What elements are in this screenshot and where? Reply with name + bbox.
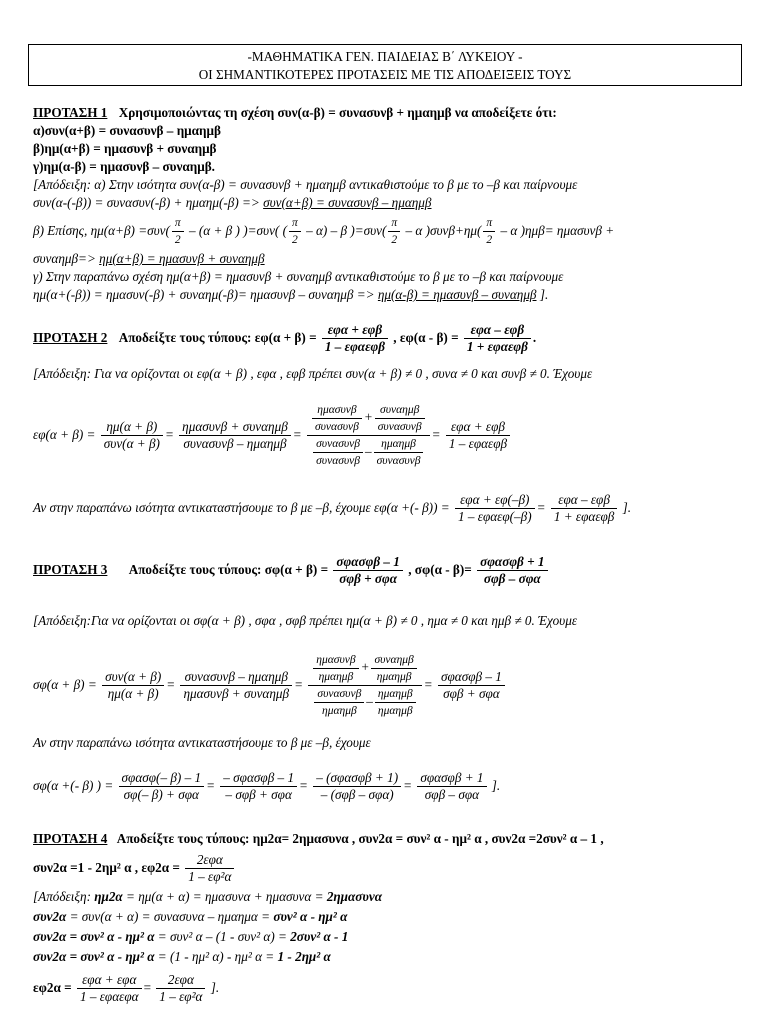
- proposition-3-text: Αποδείξτε τους τύπους: σφ(α + β) =: [128, 562, 329, 577]
- proof-4-bold: συν2α = συν² α - ημ² α: [33, 949, 155, 964]
- frac-num: σφασφ(– β) – 1: [119, 770, 205, 787]
- frac-num: π: [483, 215, 495, 232]
- frac-num: εφα + εφβ: [322, 322, 388, 339]
- fraction: [371, 652, 416, 685]
- frac-den: ημασυνβ + συναημβ: [183, 686, 290, 702]
- frac-den: ημαημβ: [318, 671, 354, 684]
- frac-den: 1 + εφαεφβ: [553, 509, 615, 525]
- frac-num: σφασφβ + 1: [417, 770, 486, 787]
- frac-den: σφ(– β) + σφα: [123, 787, 199, 803]
- frac-den: συν(α + β): [103, 436, 160, 452]
- proof-1-b-text-4: – α )συνβ+ημ(: [402, 223, 482, 238]
- frac-num: σφασφβ – 1: [438, 669, 505, 686]
- fraction: [374, 436, 424, 469]
- document-title-box: [28, 44, 742, 86]
- frac-den: συνασυνβ: [314, 421, 359, 434]
- fraction: [446, 419, 510, 452]
- fraction: [314, 686, 364, 719]
- proof-1-line-4-text: συναημβ=>: [33, 251, 100, 266]
- compound-den: $\frac{\text{συνασυνβ}}{\text{συνασυνβ}}$ – $\frac{\text{ημαημβ}}{\text{συνασυνβ}}$: [307, 436, 430, 469]
- fraction: [220, 770, 297, 803]
- proposition-4-statement: [33, 830, 604, 848]
- frac-den: 2: [391, 234, 398, 247]
- proof-4-text: = συν² α – (1 - συν² α) =: [154, 929, 291, 944]
- fraction: [375, 686, 416, 719]
- fraction: [313, 770, 401, 803]
- frac-den: 2: [292, 234, 298, 247]
- equation-lhs: εφ(α + β) =: [33, 427, 96, 442]
- fraction: [375, 402, 425, 435]
- frac-num: συναημβ: [375, 402, 425, 419]
- proof-1-line-2: [33, 194, 432, 212]
- frac-den: 1 + εφαεφβ: [466, 339, 528, 355]
- frac-num: ημασυνβ + συναημβ: [179, 419, 291, 436]
- proof-4-text: = συν(α + α) = συνασυνα – ημαημα =: [66, 909, 274, 924]
- proposition-4-label: ΠΡΟΤΑΣΗ 4: [33, 831, 108, 846]
- frac-num: π: [289, 215, 301, 232]
- proof-1-line-6-text: ημ(α+(-β)) = ημασυν(-β) + συναημ(-β)= ημασυνβ – συναημβ =>: [33, 287, 378, 302]
- frac-den: 1 – εφαεφα: [79, 989, 139, 1005]
- proposition-3-statement: [33, 552, 550, 588]
- proof-4-line-5: εφ2α = $\frac{\text{εφα + εφα}}{\text{1 – εφαεφα}}$ = $\frac{\text{2εφα}}{\text{1 – εφ²α}}$ ].: [33, 972, 220, 1005]
- title-line-1: -ΜΑΘΗΜΑΤΙΚΑ ΓΕΝ. ΠΑΙΔΕΙΑΣ Β΄ ΛΥΚΕΙΟΥ -: [247, 49, 523, 64]
- frac-num: ημαημβ: [375, 686, 416, 703]
- frac-den: – (σφβ – σφα): [320, 787, 394, 803]
- pi-over-2-fraction: [388, 215, 400, 248]
- frac-den: 2: [174, 234, 181, 247]
- proof-3-substitution-text: Αν στην παραπάνω ισότητα αντικαταστήσουμε το β με –β, έχουμε: [33, 735, 371, 750]
- proof-4-bold: συν2α: [33, 909, 67, 924]
- frac-num: εφα + εφ(–β): [455, 492, 535, 509]
- substitution-end: ].: [488, 778, 501, 793]
- fraction: [438, 669, 505, 702]
- fraction: [119, 770, 205, 803]
- compound-fraction: [307, 402, 430, 469]
- proof-2-substitution: Αν στην παραπάνω ισότητα αντικαταστήσουμε το β με –β, έχουμε εφ(α +(- β)) = $\frac{\text{εφα + εφ(–β)}}{\text{1 – εφαεφ(–β)}}$ = $\frac{\text{εφα – εφβ}}{\text{1 + εφαεφβ}}$ ].: [33, 492, 632, 525]
- frac-num: εφα + εφβ: [446, 419, 510, 436]
- proof-1-end: ].: [536, 287, 549, 302]
- frac-num: σφασφβ – 1: [333, 554, 402, 571]
- proof-1-result-c: ημ(α-β) = ημασυνβ – συναημβ: [377, 287, 537, 302]
- frac-num: ημασυνβ: [312, 402, 362, 419]
- frac-num: ημασυνβ: [313, 652, 358, 669]
- fraction: [156, 972, 205, 1005]
- cot-sum-fraction: [333, 554, 402, 587]
- frac-num: 2εφα: [156, 972, 205, 989]
- fraction: [180, 669, 292, 702]
- proposition-1-label: ΠΡΟΤΑΣΗ 1: [33, 105, 108, 120]
- proof-1-b-text-1: β) Επίσης, ημ(α+β) =συν(: [33, 223, 170, 238]
- fraction: [102, 669, 164, 702]
- fraction: [551, 492, 618, 525]
- compound-num: $\frac{\text{ημασυνβ}}{\text{συνασυνβ}}$ + $\frac{\text{συναημβ}}{\text{συνασυνβ}}$: [307, 402, 430, 436]
- proof-1-b-text-5: – α )ημβ= ημασυνβ +: [497, 223, 615, 238]
- proof-4-bold: 2ημασυνα: [326, 889, 383, 904]
- proposition-1-item-a: α)συν(α+β) = συνασυνβ – ημαημβ: [33, 123, 221, 138]
- proof-2-equation: εφ(α + β) = $\frac{\eta\mu(\alpha + \beta)}{\text{συν(α + β)}}$ = $\frac{\text{ημασυνβ + συναημβ}}{\text{συνασυνβ – ημαημβ}}$ = $\frac{\text{ημασυνβ}}{\text{συνασυνβ}}$ + $\frac{\text{συναημβ}}{\text{συνασυνβ}}$ $\frac{\text{συνασυνβ}}{\text{συνασυνβ}}$ – $\frac{\text{ημαημβ}}{\text{συνασυνβ}}$ = $\frac{\text{εφα + εφβ}}{\text{1 – εφαεφβ}}$: [33, 398, 512, 472]
- proof-1-result-a: συν(α+β) = συνασυνβ – ημαημβ: [263, 195, 432, 210]
- tan-diff-fraction: [464, 322, 531, 355]
- frac-den: ημ(α + β): [107, 686, 159, 702]
- equation-lhs: σφ(α + β) =: [33, 677, 97, 692]
- proof-4-line-1: [33, 888, 382, 906]
- substitution-end: ].: [619, 500, 632, 515]
- proof-3-conditions: [Απόδειξη:Για να ορίζονται οι σφ(α + β) , σφα , σφβ πρέπει ημ(α + β) ≠ 0 , ημα ≠ 0 και ημβ ≠ 0. Έχουμε: [33, 613, 578, 628]
- frac-num: συναημβ: [371, 652, 416, 669]
- proposition-3-label: ΠΡΟΤΑΣΗ 3: [33, 562, 108, 577]
- fraction: [417, 770, 486, 803]
- fraction: [101, 419, 163, 452]
- fraction: [455, 492, 535, 525]
- proposition-2-end: .: [532, 330, 537, 345]
- compound-den: $\frac{\text{συνασυνβ}}{\text{ημαημβ}}$ – $\frac{\text{ημαημβ}}{\text{ημαημβ}}$: [308, 686, 422, 719]
- frac-den: συνασυνβ: [316, 455, 361, 468]
- tan-sum-fraction: [322, 322, 388, 355]
- proof-4-end: ].: [207, 980, 220, 995]
- frac-num: εφα – εφβ: [464, 322, 531, 339]
- fraction: [313, 436, 363, 469]
- cot-diff-fraction: [477, 554, 547, 587]
- frac-den: 1 – εφαεφβ: [324, 339, 385, 355]
- proof-2-conditions: [Απόδειξη: Για να ορίζονται οι εφ(α + β) , εφα , εφβ πρέπει συν(α + β) ≠ 0 , συνα ≠ 0 και συνβ ≠ 0. Έχουμε: [33, 366, 593, 381]
- proposition-2-statement: [33, 320, 536, 356]
- proof-1-b-text-2: – (α + β ) )=συν( (: [185, 223, 287, 238]
- frac-num: ημ(α + β): [101, 419, 163, 436]
- proof-3-substitution: σφ(α +(- β) ) = $\frac{\text{σφασφ(– β) – 1}}{\text{σφ(– β) + σφα}}$ = $\frac{\text{– σφασφβ – 1}}{\text{– σφβ + σφα}}$ = $\frac{\text{– (σφασφβ + 1)}}{\text{– (σφβ – σφα)}}$ = $\frac{\text{σφασφβ + 1}}{\text{σφβ – σφα}}$ ].: [33, 770, 501, 803]
- frac-num: ημαημβ: [374, 436, 424, 453]
- proof-3-equation: σφ(α + β) = $\frac{\text{συν(α + β)}}{\eta\mu(\alpha + \beta)}$ = $\frac{\text{συνασυνβ – ημαημβ}}{\text{ημασυνβ + συναημβ}}$ = $\frac{\text{ημασυνβ}}{\text{ημαημβ}}$ + $\frac{\text{συναημβ}}{\text{ημαημβ}}$ $\frac{\text{συνασυνβ}}{\text{ημαημβ}}$ – $\frac{\text{ημαημβ}}{\text{ημαημβ}}$ = $\frac{\text{σφασφβ – 1}}{\text{σφβ + σφα}}$: [33, 648, 507, 722]
- frac-den: σφβ + σφα: [443, 686, 500, 702]
- frac-den: συνασυνβ: [376, 455, 421, 468]
- frac-num: εφα – εφβ: [551, 492, 618, 509]
- fraction: [312, 402, 362, 435]
- proof-1-line-4: [33, 250, 265, 268]
- proof-4-text: = (1 - ημ² α) - ημ² α =: [154, 949, 278, 964]
- proposition-1-text: Χρησιμοποιώντας τη σχέση συν(α-β) = συνασυνβ + ημαημβ να αποδείξετε ότι:: [118, 105, 557, 120]
- frac-den: σφβ + σφα: [339, 571, 398, 587]
- tan-double-fraction: [185, 852, 234, 885]
- frac-den: ημαημβ: [321, 705, 357, 718]
- proposition-1-statement: [33, 104, 557, 122]
- title-line-2: ΟΙ ΣΗΜΑΝΤΙΚΟΤΕΡΕΣ ΠΡΟΤΑΣΕΙΣ ΜΕ ΤΙΣ ΑΠΟΔΕΙΞΕΙΣ ΤΟΥΣ: [198, 67, 572, 82]
- proof-1-line-3: [33, 214, 614, 248]
- fraction: [313, 652, 358, 685]
- frac-den: – σφβ + σφα: [225, 787, 292, 803]
- proof-4-line-4: [33, 948, 331, 966]
- frac-num: π: [172, 215, 184, 232]
- proof-4-bold: εφ2α =: [33, 980, 72, 995]
- frac-num: συν(α + β): [102, 669, 164, 686]
- frac-num: σφασφβ + 1: [477, 554, 547, 571]
- proposition-2-label: ΠΡΟΤΑΣΗ 2: [33, 330, 108, 345]
- proof-1-result-b: ημ(α+β) = ημασυνβ + συναημβ: [99, 251, 265, 266]
- pi-over-2-fraction: [172, 215, 184, 248]
- frac-num: συνασυνβ – ημαημβ: [180, 669, 292, 686]
- substitution-text: Αν στην παραπάνω ισότητα αντικαταστήσουμε το β με –β, έχουμε εφ(α +(- β)) =: [33, 500, 450, 515]
- proof-4-bold: 2συν² α - 1: [290, 929, 349, 944]
- frac-den: ημαημβ: [376, 671, 412, 684]
- frac-den: σφβ – σφα: [424, 787, 480, 803]
- proposition-4-text: Αποδείξτε τους τύπους: ημ2α= 2ημασυνα , συν2α = συν² α - ημ² α , συν2α =2συν² α – 1 ,: [116, 831, 604, 846]
- equation-lhs: σφ(α +(- β) ) =: [33, 778, 114, 793]
- proof-1-line-2-text: συν(α-(-β)) = συνασυν(-β) + ημαημ(-β) =>: [33, 195, 264, 210]
- proof-4-line-3: [33, 928, 348, 946]
- frac-num: εφα + εφα: [77, 972, 142, 989]
- frac-num: 2εφα: [185, 852, 234, 869]
- proposition-1-item-b: β)ημ(α+β) = ημασυνβ + συναημβ: [33, 141, 217, 156]
- fraction: [77, 972, 142, 1005]
- proof-1-b-text-3: – α) – β )=συν(: [302, 223, 387, 238]
- frac-num: – σφασφβ – 1: [220, 770, 297, 787]
- frac-den: 1 – εφ²α: [188, 869, 232, 885]
- frac-den: ημαημβ: [377, 705, 413, 718]
- frac-num: συνασυνβ: [314, 686, 364, 703]
- proof-4-bold: συν² α - ημ² α: [273, 909, 348, 924]
- compound-fraction: [308, 652, 422, 719]
- proposition-2-separator: , εφ(α - β) =: [389, 330, 459, 345]
- proof-1-line-5: γ) Στην παραπάνω σχέση ημ(α+β) = ημασυνβ + συναημβ αντικαθιστούμε το β με το –β και παίρνουμε: [33, 269, 564, 284]
- compound-num: $\frac{\text{ημασυνβ}}{\text{ημαημβ}}$ + $\frac{\text{συναημβ}}{\text{ημαημβ}}$: [308, 652, 422, 686]
- proof-4-bold: ημ2α: [94, 889, 123, 904]
- proof-4-line-2: [33, 908, 347, 926]
- proof-1-line-6: [33, 286, 548, 304]
- proposition-2-text: Αποδείξτε τους τύπους: εφ(α + β) =: [118, 330, 317, 345]
- proof-4-text: [Απόδειξη:: [33, 889, 95, 904]
- proof-4-text: = ημ(α + α) = ημασυνα + ημασυνα =: [122, 889, 327, 904]
- frac-num: συνασυνβ: [313, 436, 363, 453]
- frac-num: π: [388, 215, 400, 232]
- pi-over-2-fraction: [483, 215, 495, 248]
- frac-den: 1 – εφαεφ(–β): [457, 509, 532, 525]
- frac-den: 1 – εφ²α: [159, 989, 203, 1005]
- proposition-1-item-c: γ)ημ(α-β) = ημασυνβ – συναημβ.: [33, 159, 215, 174]
- proof-1-line-1: [Απόδειξη: α) Στην ισότητα συν(α-β) = συνασυνβ + ημαημβ αντικαθιστούμε το β με το –β και παίρνουμε: [33, 177, 578, 192]
- fraction: [179, 419, 291, 452]
- frac-den: συνασυνβ – ημαημβ: [183, 436, 287, 452]
- proof-4-bold: 1 - 2ημ² α: [277, 949, 331, 964]
- frac-den: σφβ – σφα: [483, 571, 541, 587]
- frac-den: 1 – εφαεφβ: [448, 436, 508, 452]
- frac-den: συνασυνβ: [377, 421, 422, 434]
- pi-over-2-fraction: [289, 215, 301, 248]
- proof-4-bold: συν2α = συν² α - ημ² α: [33, 929, 155, 944]
- frac-den: 2: [486, 234, 493, 247]
- proposition-4-line-2-text: συν2α =1 - 2ημ² α , εφ2α =: [33, 860, 180, 875]
- proposition-3-separator: , σφ(α - β)=: [404, 562, 472, 577]
- frac-num: – (σφασφβ + 1): [313, 770, 401, 787]
- proposition-4-line-2: [33, 850, 236, 886]
